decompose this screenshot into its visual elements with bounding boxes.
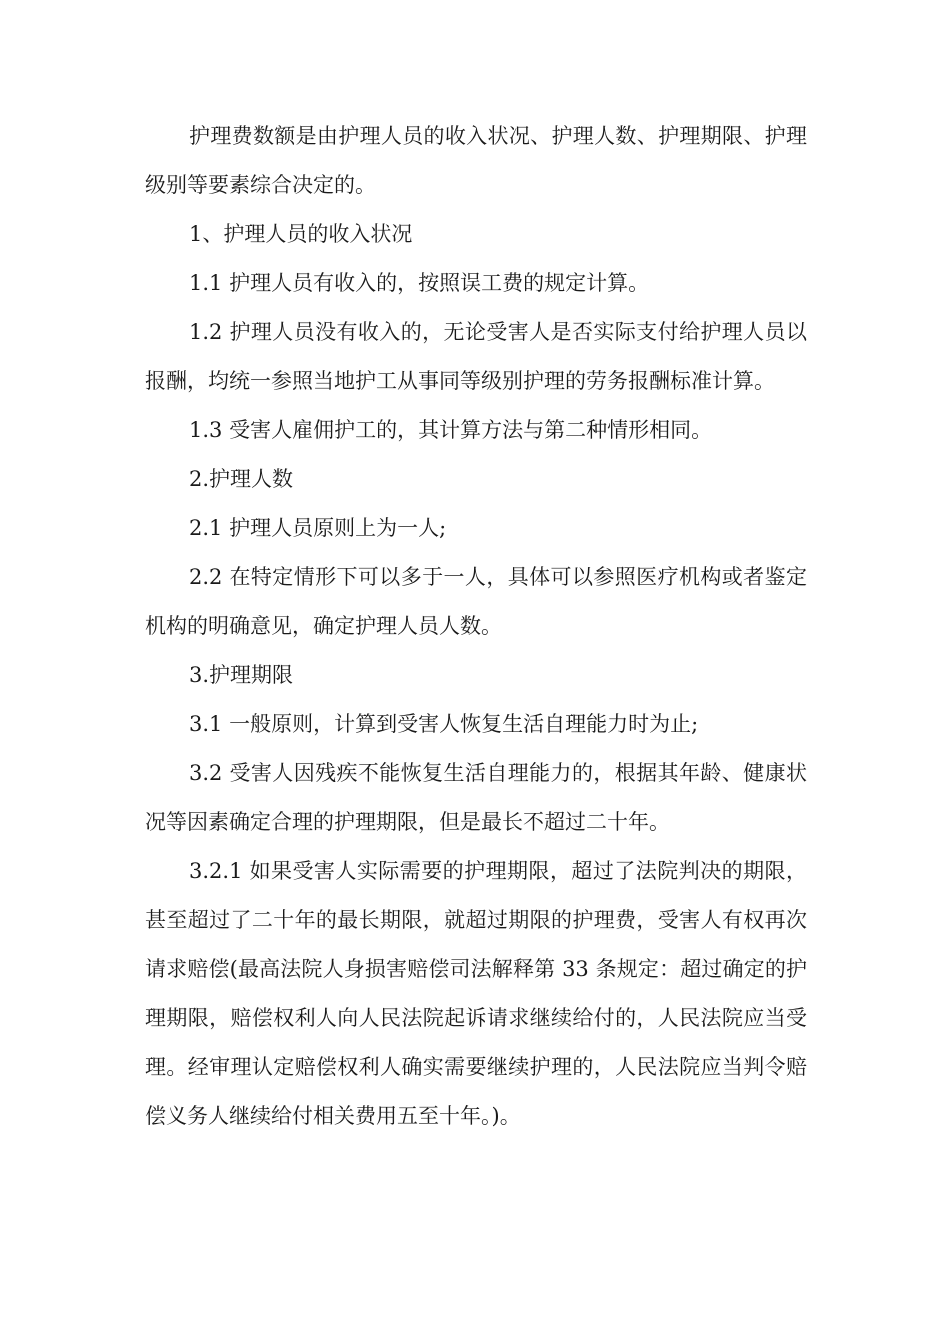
paragraph-3-1: 3.1 一般原则，计算到受害人恢复生活自理能力时为止; <box>189 712 699 736</box>
heading-caregiver-count: 2.护理人数 <box>189 467 294 491</box>
paragraph-3-2: 3.2 受害人因残疾不能恢复生活自理能力的，根据其年龄、健康状况等因素确定合理的护理期限，但是最长不超过二十年。 <box>145 761 807 834</box>
document-body <box>145 112 807 1141</box>
paragraph-intro: 护理费数额是由护理人员的收入状况、护理人数、护理期限、护理级别等要素综合决定的。 <box>145 124 807 197</box>
paragraph-1-3: 1.3 受害人雇佣护工的，其计算方法与第二种情形相同。 <box>189 418 713 442</box>
paragraph-3-2-1: 3.2.1 如果受害人实际需要的护理期限，超过了法院判决的期限，甚至超过了二十年的最长期限，就超过期限的护理费，受害人有权再次请求赔偿(最高法院人身损害赔偿司法解释第 33 条规定：超过确定的护理期限，赔偿权利人向人民法院起诉请求继续给付的，人民法院应当受理。经审理认定赔偿权利人确实需要继续护理的，人民法院应当判令赔偿义务人继续给付相关费用五至十年。)。 <box>145 859 807 1128</box>
paragraph-2-1: 2.1 护理人员原则上为一人; <box>189 516 447 540</box>
heading-income-status: 1、护理人员的收入状况 <box>189 222 413 246</box>
heading-care-period: 3.护理期限 <box>189 663 294 687</box>
paragraph-1-2: 1.2 护理人员没有收入的，无论受害人是否实际支付给护理人员以报酬，均统一参照当地护工从事同等级别护理的劳务报酬标准计算。 <box>145 320 807 393</box>
paragraph-2-2: 2.2 在特定情形下可以多于一人，具体可以参照医疗机构或者鉴定机构的明确意见，确定护理人员人数。 <box>145 565 807 638</box>
paragraph-1-1: 1.1 护理人员有收入的，按照误工费的规定计算。 <box>189 271 650 295</box>
